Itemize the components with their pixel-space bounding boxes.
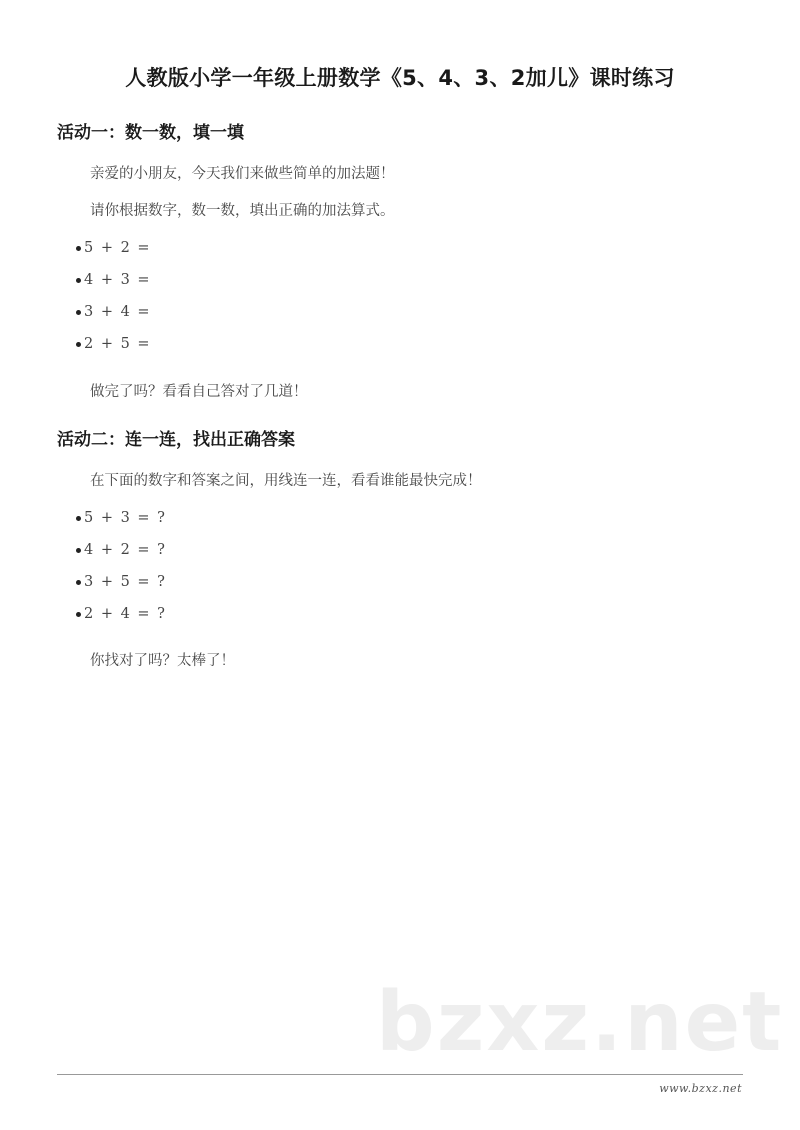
bullet-icon bbox=[76, 580, 81, 585]
activity-1-closing: 做完了吗？看看自己答对了几道！ bbox=[90, 384, 308, 400]
equation-text: 2 + 4 = ? bbox=[84, 606, 165, 622]
activity-2-heading: 活动二：连一连，找出正确答案 bbox=[57, 430, 295, 450]
equation-text: 3 + 4 = bbox=[84, 304, 150, 320]
bullet-icon bbox=[76, 310, 81, 315]
list-item bbox=[57, 540, 747, 560]
list-item bbox=[57, 334, 747, 354]
bullet-icon bbox=[76, 612, 81, 617]
list-item bbox=[57, 604, 747, 624]
activity-1-heading-block bbox=[57, 121, 747, 145]
activity-1-intro-1 bbox=[57, 164, 747, 184]
list-item bbox=[57, 302, 747, 322]
activity-1-heading: 活动一：数一数，填一填 bbox=[57, 123, 244, 143]
list-item bbox=[57, 238, 747, 258]
equation-text: 3 + 5 = ? bbox=[84, 574, 165, 590]
activity-2-heading-block bbox=[57, 428, 747, 452]
activity-2-closing-block bbox=[57, 651, 747, 671]
bullet-icon bbox=[76, 246, 81, 251]
activity-2-list bbox=[57, 508, 747, 624]
bullet-icon bbox=[76, 516, 81, 521]
activity-2-closing: 你找对了吗？太棒了！ bbox=[90, 653, 235, 669]
page-title: 人教版小学一年级上册数学《5、4、3、2加儿》课时练习 bbox=[125, 66, 675, 90]
activity-1-intro-line: 请你根据数字，数一数，填出正确的加法算式。 bbox=[90, 203, 395, 219]
equation-text: 4 + 3 = bbox=[84, 272, 150, 288]
activity-2-intro-block bbox=[57, 471, 747, 491]
bullet-icon bbox=[76, 342, 81, 347]
footer-url: www.bzxz.net bbox=[659, 1082, 742, 1095]
activity-1-intro-2 bbox=[57, 201, 747, 221]
bullet-icon bbox=[76, 278, 81, 283]
activity-1-closing-block bbox=[57, 382, 747, 402]
activity-1-list bbox=[57, 238, 747, 354]
equation-text: 2 + 5 = bbox=[84, 336, 150, 352]
list-item bbox=[57, 270, 747, 290]
equation-text: 4 + 2 = ? bbox=[84, 542, 165, 558]
list-item bbox=[57, 508, 747, 528]
list-item bbox=[57, 572, 747, 592]
activity-2-intro: 在下面的数字和答案之间，用线连一连，看看谁能最快完成！ bbox=[90, 473, 482, 489]
watermark-logo: bzxz.net bbox=[376, 975, 784, 1070]
activity-1-intro-line: 亲爱的小朋友，今天我们来做些简单的加法题！ bbox=[90, 166, 395, 182]
equation-text: 5 + 3 = ? bbox=[84, 510, 165, 526]
footer-divider bbox=[57, 1074, 743, 1075]
equation-text: 5 + 2 = bbox=[84, 240, 150, 256]
bullet-icon bbox=[76, 548, 81, 553]
